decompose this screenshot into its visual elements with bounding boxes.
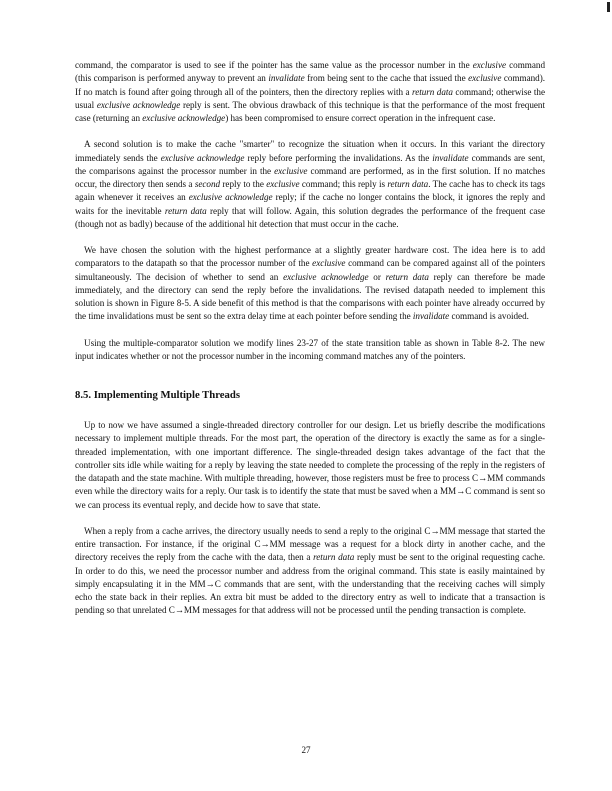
page-number: 27 [301, 745, 311, 755]
italic-term: return data [412, 86, 453, 97]
text-run: When a reply from a cache arrives, the directory usually needs to send a reply to the original C→MM message that started the entire transaction. For instance, if the original C→MM message was a request for a block dirty in another cache, and the directory receives the reply from the cache with the data, then a [75, 525, 545, 563]
text-run: reply can therefore be made immediately, and the directory can send the reply before the invalidations. The revised datapath needed to implement this solution is shown in Figure 8-5. A side benefit of this method is that the comparisons with each pointer have already occurred by the time invalidations must be sent so the extra delay time at each pointer before sending the [75, 271, 545, 322]
italic-term: exclusive acknowledge [142, 113, 226, 123]
paragraph-reply-handling [75, 525, 545, 618]
italic-term: return data [387, 179, 429, 189]
text-run: Using the multiple-comparator solution we modify lines 23-27 of the state transition table as shown in Table 8-2. The new input indicates whether or not the processor number in the incoming command matches any of the pointers. [75, 337, 545, 361]
italic-term: exclusive acknowledge [96, 99, 181, 110]
text-run: reply; if the cache no longer contains the block, it ignores the reply and waits for the inevitable [75, 192, 545, 216]
text-run: reply that will follow. Again, this solution degrades the performance of the frequent case (though not as badly) because of the additional hit detection that must occur in the cache. [75, 205, 545, 229]
text-run: or [368, 271, 386, 282]
italic-term: invalidate [412, 311, 450, 322]
text-run: command, the comparator is used to see if the pointer has the same value as the processor number in the [75, 60, 473, 70]
text-run: ) has been compromised to ensure correct operation in the infrequent case. [225, 113, 496, 123]
text-run: We have chosen the solution with the highest performance at a slightly greater hardware cost. The idea here is to add comparators to the datapath so that the processor number of the [75, 245, 545, 269]
italic-term: invalidate [268, 73, 305, 84]
italic-term: second [194, 179, 221, 189]
italic-term: exclusive [274, 165, 308, 176]
section-heading: 8.5. Implementing Multiple Threads [75, 389, 240, 401]
scan-edge-mark [607, 2, 610, 12]
text-run: from being sent to the cache that issued the [304, 73, 469, 84]
italic-term: return data [385, 271, 429, 282]
italic-term: exclusive acknowledge [188, 192, 273, 203]
paragraph-second-solution [75, 138, 545, 231]
text-run: command can be compared against all of the pointers simultaneously. The decision of whether to send an [75, 258, 546, 282]
text-run: command; this reply is [299, 179, 388, 189]
text-run: reply to the [220, 179, 267, 189]
italic-term: return data [164, 205, 207, 216]
text-run: commands are sent, the comparisons against the processor number in the [75, 152, 545, 176]
italic-term: exclusive acknowledge [283, 271, 369, 282]
text-run: command; otherwise the usual [75, 86, 545, 110]
italic-term: exclusive [312, 258, 346, 269]
italic-term: return data [313, 552, 355, 563]
italic-term: exclusive [472, 60, 507, 70]
text-run: reply must be sent to the original requesting cache. In order to do this, we need the processor number and address from the original command. This state is easily maintained by simply encapsulating it in the MM→C commands that are sent, with the understanding that the receiving caches will simply echo the state back in their replies. An extra bit must be added to the directory entry as well to indicate that a transaction is pending so that unrelated C→MM messages for that address will not be processed until the pending transaction is complete. [75, 552, 545, 616]
paragraph-comparator-first-solution [75, 59, 545, 125]
italic-term: invalidate [432, 152, 469, 163]
paragraph-chosen-solution [75, 244, 545, 324]
text-run: command are performed, as in the first solution. If no matches occur, the directory then sends a [75, 165, 545, 189]
document-page [75, 59, 545, 618]
text-run: A second solution is to make the cache "smarter" to recognize the situation when it occurs. In this variant the directory immediately sends the [75, 139, 545, 163]
paragraph-state-table-modification [75, 337, 545, 364]
italic-term: exclusive acknowledge [160, 152, 245, 163]
text-run: . The cache has to check its tags again whenever it receives an [75, 179, 546, 203]
text-run: command (this comparison is performed anyway to prevent an [75, 60, 545, 84]
italic-term: exclusive [266, 179, 300, 189]
text-run: command). If no match is found after going through all of the pointers, then the directory replies with a [75, 73, 545, 97]
paragraph-multiple-threads-intro [75, 419, 545, 512]
text-run: reply is sent. The obvious drawback of this technique is that the performance of the most frequent case (returning an [75, 99, 545, 123]
text-run: command is avoided. [449, 311, 529, 322]
text-run: Up to now we have assumed a single-threaded directory controller for our design. Let us briefly describe the modifications necessary to implement multiple threads. For the most part, the operation of the directory is exactly the same as for a single-threaded implementation, with one important difference. The single-threaded design takes advantage of the fact that the controller sits idle while waiting for a reply by leaving the state needed to complete the processing of the reply in the registers of the datapath and the state machine. With multiple threading, however, those registers must be free to process C→MM commands even while the directory waits for a reply. Our task is to identify the state that must be saved when a MM→C command is sent so we can process its eventual reply, and decide how to save that state. [75, 420, 545, 510]
italic-term: exclusive [468, 73, 502, 84]
text-run: reply before performing the invalidations. As the [244, 152, 433, 163]
